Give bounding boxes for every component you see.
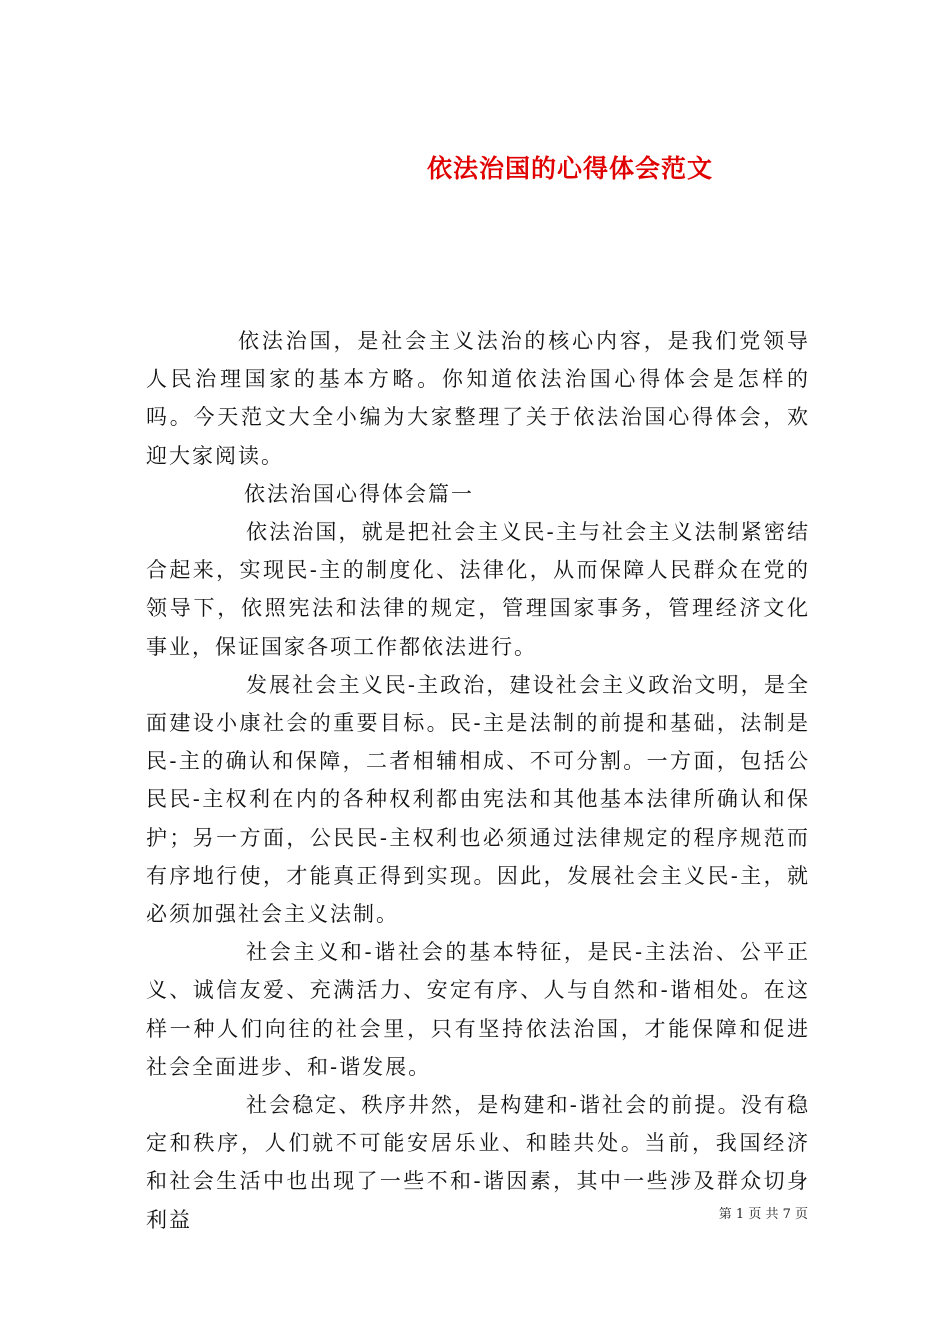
document-body — [146, 322, 810, 1239]
document-title: 依法治国的心得体会范文 — [426, 153, 713, 183]
body-paragraph: 依法治国，就是把社会主义民-主与社会主义法制紧密结合起来，实现民-主的制度化、法律化，从而保障人民群众在党的领导下，依照宪法和法律的规定，管理国家事务，管理经济文化事业，保证国家各项工作都依法进行。 — [146, 520, 810, 659]
page-footer: 第 1 页 共 7 页 — [718, 1207, 808, 1222]
body-paragraph: 社会稳定、秩序井然，是构建和-谐社会的前提。没有稳定和秩序，人们就不可能安居乐业、和睦共处。当前，我国经济和社会生活中也出现了一些不和-谐因素，其中一些涉及群众切身利益 — [146, 1093, 810, 1232]
intro-paragraph: 依法治国，是社会主义法治的核心内容，是我们党领导人民治理国家的基本方略。你知道依法治国心得体会是怎样的吗。今天范文大全小编为大家整理了关于依法治国心得体会，欢迎大家阅读。 — [146, 329, 810, 468]
section-heading: 依法治国心得体会篇一 — [244, 481, 474, 506]
body-paragraph: 发展社会主义民-主政治，建设社会主义政治文明，是全面建设小康社会的重要目标。民-主是法制的前提和基础，法制是民-主的确认和保障，二者相辅相成、不可分割。一方面，包括公民民-主权利在内的各种权利都由宪法和其他基本法律所确认和保护；另一方面，公民民-主权利也必须通过法律规定的程序规范而有序地行使，才能真正得到实现。因此，发展社会主义民-主，就必须加强社会主义法制。 — [146, 672, 810, 927]
body-paragraph: 社会主义和-谐社会的基本特征，是民-主法治、公平正义、诚信友爱、充满活力、安定有序、人与自然和-谐相处。在这样一种人们向往的社会里，只有坚持依法治国，才能保障和促进社会全面进步、和-谐发展。 — [146, 940, 810, 1079]
